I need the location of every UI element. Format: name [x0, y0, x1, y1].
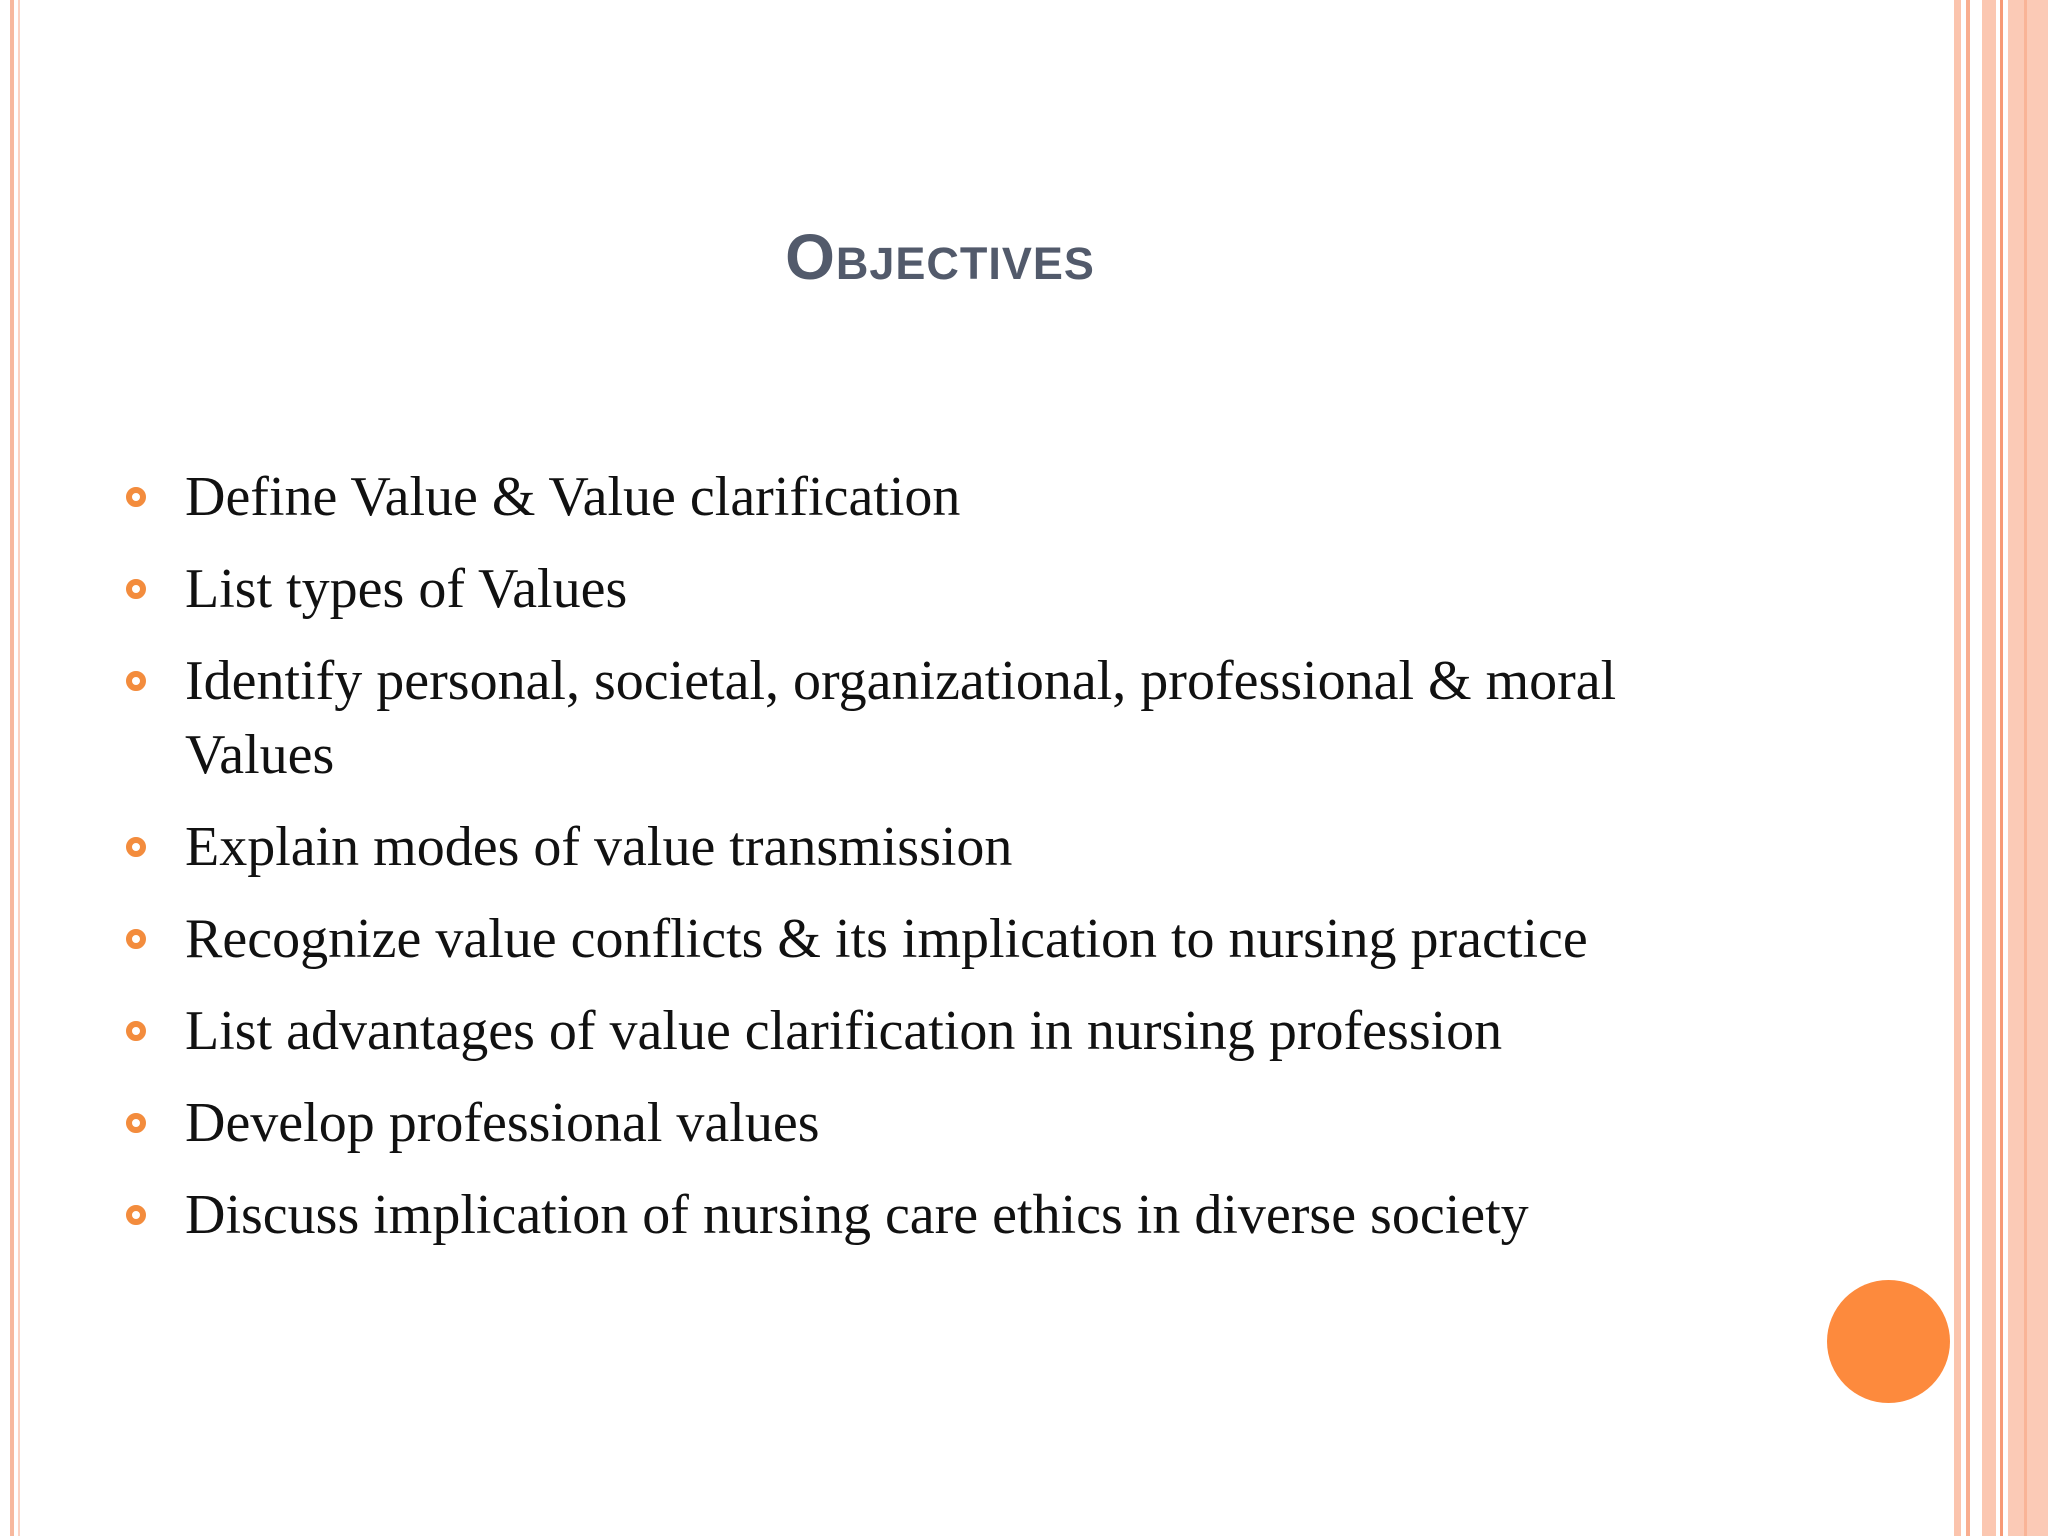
objective-text: List advantages of value clarification in nursing profession [185, 1000, 1503, 1062]
hollow-circle-bullet-icon [126, 671, 146, 691]
objectives-list [126, 460, 1766, 1270]
objective-text: Develop professional values [185, 1092, 820, 1154]
objective-text: Recognize value conflicts & its implication to nursing practice [185, 908, 1588, 970]
objective-item [126, 1086, 1766, 1160]
hollow-circle-bullet-icon [126, 1205, 146, 1225]
hollow-circle-bullet-icon [126, 579, 146, 599]
objective-item [126, 994, 1766, 1068]
hollow-circle-bullet-icon [126, 1021, 146, 1041]
objective-text: List types of Values [185, 558, 628, 620]
right-border-stripe [2000, 0, 2003, 1536]
hollow-circle-bullet-icon [126, 837, 146, 857]
objective-item [126, 810, 1766, 884]
objective-text: Explain modes of value transmission [185, 816, 1013, 878]
objective-text: Identify personal, societal, organizational, professional & moral Values [185, 650, 1617, 786]
slide-title: Objectives [785, 221, 1095, 293]
objective-item [126, 1178, 1766, 1252]
right-border-stripe [2024, 0, 2027, 1536]
orange-circle-icon [1827, 1280, 1950, 1403]
hollow-circle-bullet-icon [126, 487, 146, 507]
objective-item [126, 902, 1766, 976]
objective-text: Discuss implication of nursing care ethics in diverse society [185, 1184, 1529, 1246]
right-border-stripe [1982, 0, 1996, 1536]
hollow-circle-bullet-icon [126, 1113, 146, 1133]
right-border-stripe [2008, 0, 2048, 1536]
objective-item [126, 552, 1766, 626]
objective-item [126, 460, 1766, 534]
right-border-stripe [1966, 0, 1970, 1536]
hollow-circle-bullet-icon [126, 929, 146, 949]
objective-text: Define Value & Value clarification [185, 466, 961, 528]
right-border-stripe [1954, 0, 1961, 1536]
objective-item [126, 644, 1766, 792]
